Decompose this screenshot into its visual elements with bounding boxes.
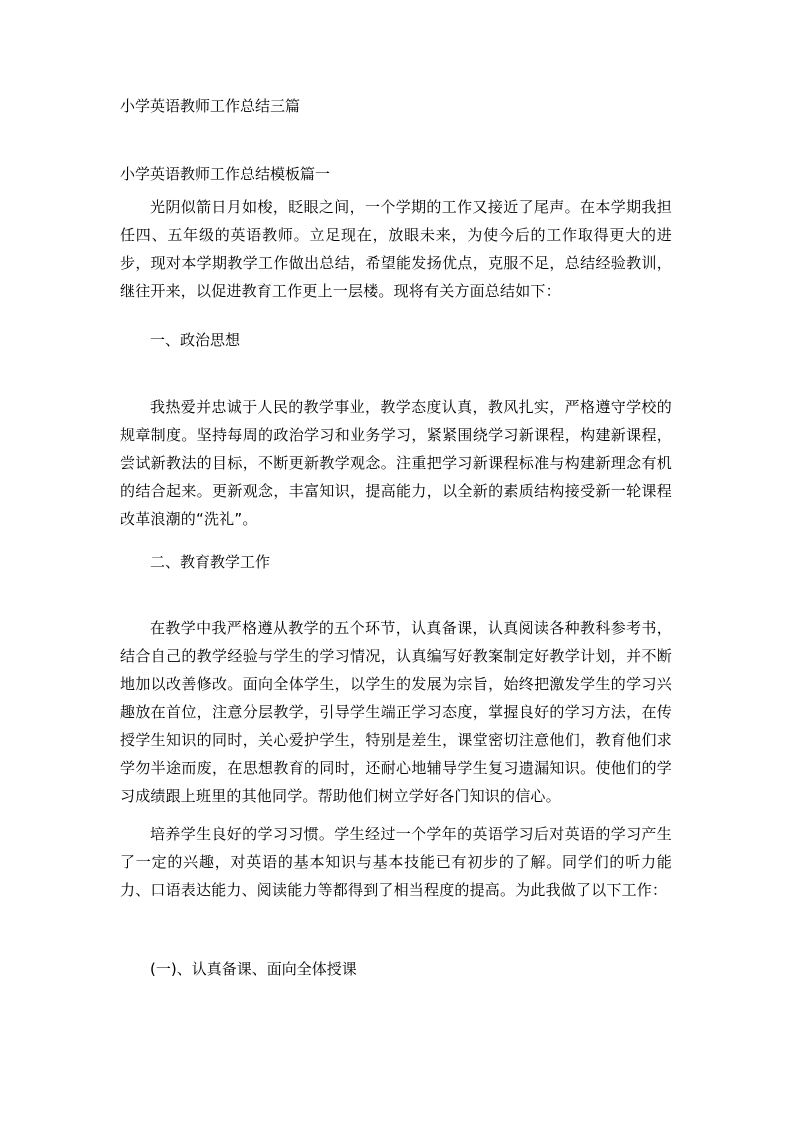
habits-paragraph: 培养学生良好的学习习惯。学生经过一个学年的英语学习后对英语的学习产生了一定的兴趣，对英语的基本知识与基本技能已有初步的了解。同学们的听力能力、口语表达能力、阅读能力等都得到了相当程度的提高。为此我做了以下工作： [120,825,672,899]
subsection-heading-lesson-prep: (一)、认真备课、面向全体授课 [150,960,357,978]
section-heading-teaching: 二、教育教学工作 [150,553,271,571]
politics-paragraph: 我热爱并忠诚于人民的教学事业，教学态度认真，教风扎实，严格遵守学校的规章制度。坚持每周的政治学习和业务学习，紧紧围绕学习新课程，构建新课程，尝试新教法的目标，不断更新教学观念。注重把学习新课程标准与构建新理念有机的结合起来。更新观念，丰富知识，提高能力，以全新的素质结构接受新一轮课程改革浪潮的“洗礼”。 [120,398,672,528]
section-heading-politics: 一、政治思想 [150,331,241,349]
document-title: 小学英语教师工作总结三篇 [120,97,301,115]
teaching-paragraph: 在教学中我严格遵从教学的五个环节，认真备课，认真阅读各种教科参考书，结合自己的教学经验与学生的学习情况，认真编写好教案制定好教学计划，并不断地加以改善修改。面向全体学生，以学生的发展为宗旨，始终把激发学生的学习兴趣放在首位，注意分层教学，引导学生端正学习态度，掌握良好的学习方法，在传授学生知识的同时，关心爱护学生，特别是差生，课堂密切注意他们，教育他们求学勿半途而废，在思想教育的同时，还耐心地辅导学生复习遗漏知识。使他们的学习成绩跟上班里的其他同学。帮助他们树立学好各门知识的信心。 [120,619,672,805]
intro-paragraph: 光阴似箭日月如梭，眨眼之间，一个学期的工作又接近了尾声。在本学期我担任四、五年级的英语教师。立足现在，放眼未来，为使今后的工作取得更大的进步，现对本学期教学工作做出总结，希望能发扬优点，克服不足，总结经验教训，继往开来，以促进教育工作更上一层楼。现将有关方面总结如下： [120,198,672,300]
document-subtitle: 小学英语教师工作总结模板篇一 [120,165,331,183]
